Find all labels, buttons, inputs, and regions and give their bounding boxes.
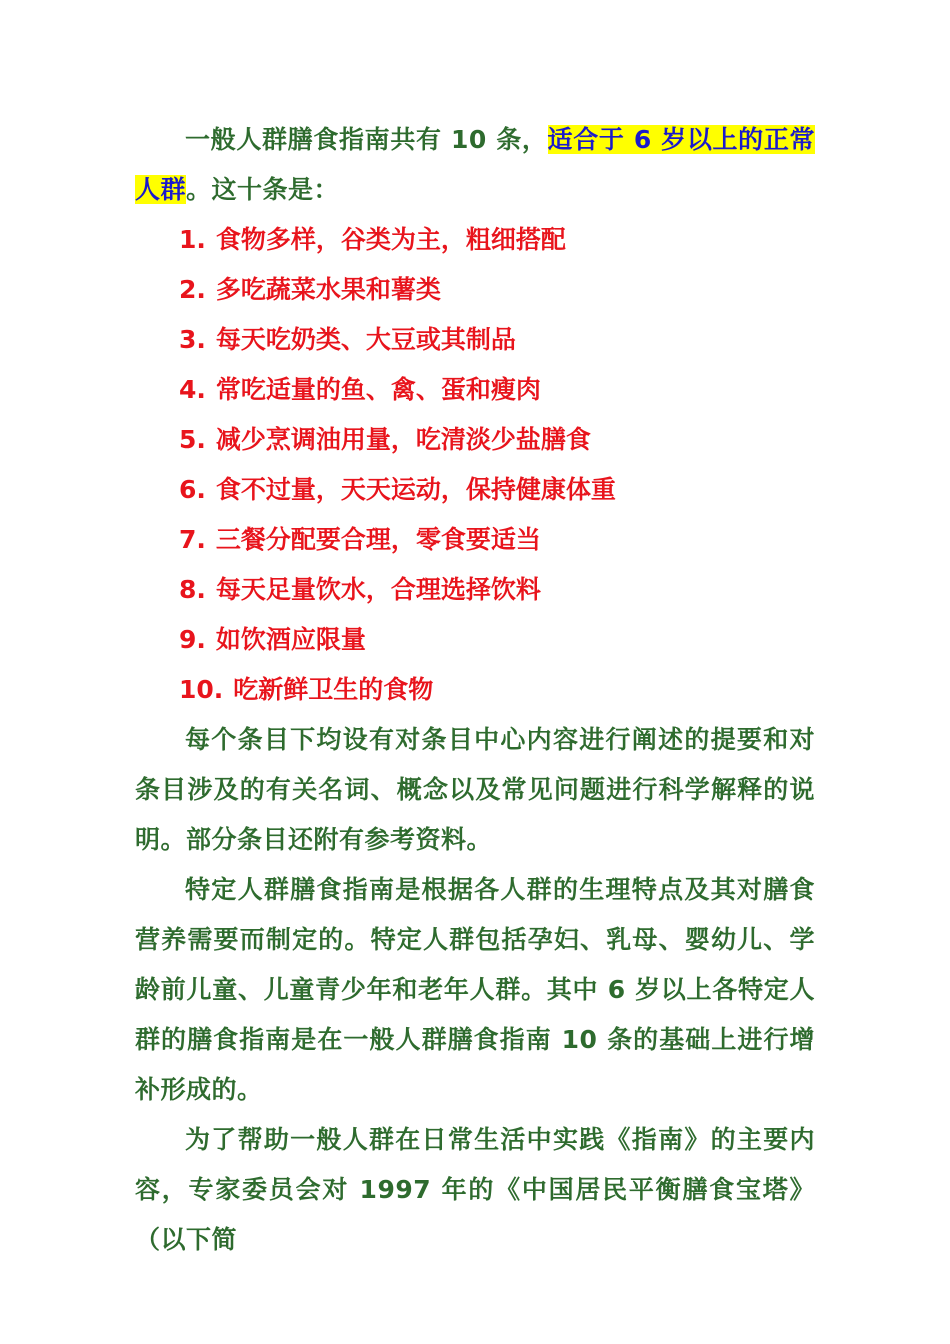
highlighted-text: 适合于 6 岁以上的正常人群 <box>135 125 815 204</box>
intro-paragraph <box>135 115 815 215</box>
guideline-number: 6. <box>179 475 206 504</box>
guideline-text: 常吃适量的鱼、禽、蛋和瘦肉 <box>215 375 541 404</box>
guideline-number: 4. <box>179 375 206 404</box>
special-groups-paragraph: 特定人群膳食指南是根据各人群的生理特点及其对膳食营养需要而制定的。特定人群包括孕妇、乳母、婴幼儿、学龄前儿童、儿童青少年和老年人群。其中 6 岁以上各特定人群的膳食指南是在一般人群膳食指南 10 条的基础上进行增补形成的。 <box>135 875 815 1104</box>
guideline-number: 10. <box>179 675 224 704</box>
guideline-item <box>179 565 815 615</box>
guideline-number: 8. <box>179 575 206 604</box>
guideline-number: 2. <box>179 275 206 304</box>
guideline-list <box>135 215 815 715</box>
guideline-text: 每天足量饮水，合理选择饮料 <box>215 575 541 604</box>
guideline-item <box>179 365 815 415</box>
guideline-number: 1. <box>179 225 206 254</box>
guideline-item <box>179 315 815 365</box>
guideline-item <box>179 615 815 665</box>
guideline-item <box>179 415 815 465</box>
guideline-text: 多吃蔬菜水果和薯类 <box>215 275 441 304</box>
intro-text-after: 。这十条是： <box>186 175 340 204</box>
guideline-number: 3. <box>179 325 206 354</box>
guideline-item <box>179 465 815 515</box>
guideline-number: 9. <box>179 625 206 654</box>
intro-text-before: 一般人群膳食指南共有 10 条， <box>185 125 548 154</box>
guideline-item <box>179 515 815 565</box>
explanation-paragraph: 每个条目下均设有对条目中心内容进行阐述的提要和对条目涉及的有关名词、概念以及常见问题进行科学解释的说明。部分条目还附有参考资料。 <box>135 725 815 854</box>
guideline-text: 每天吃奶类、大豆或其制品 <box>215 325 516 354</box>
guideline-text: 如饮酒应限量 <box>215 625 366 654</box>
guideline-text: 食不过量，天天运动，保持健康体重 <box>215 475 616 504</box>
document-page <box>135 115 815 1265</box>
guideline-number: 5. <box>179 425 206 454</box>
guideline-text: 食物多样，谷类为主，粗细搭配 <box>215 225 566 254</box>
guideline-number: 7. <box>179 525 206 554</box>
guideline-item <box>179 665 815 715</box>
guideline-text: 吃新鲜卫生的食物 <box>233 675 434 704</box>
guideline-item <box>179 265 815 315</box>
guideline-text: 三餐分配要合理，零食要适当 <box>215 525 541 554</box>
pagoda-paragraph: 为了帮助一般人群在日常生活中实践《指南》的主要内容，专家委员会对 1997 年的《中国居民平衡膳食宝塔》（以下简 <box>135 1125 815 1254</box>
guideline-text: 减少烹调油用量，吃清淡少盐膳食 <box>215 425 591 454</box>
guideline-item <box>179 215 815 265</box>
